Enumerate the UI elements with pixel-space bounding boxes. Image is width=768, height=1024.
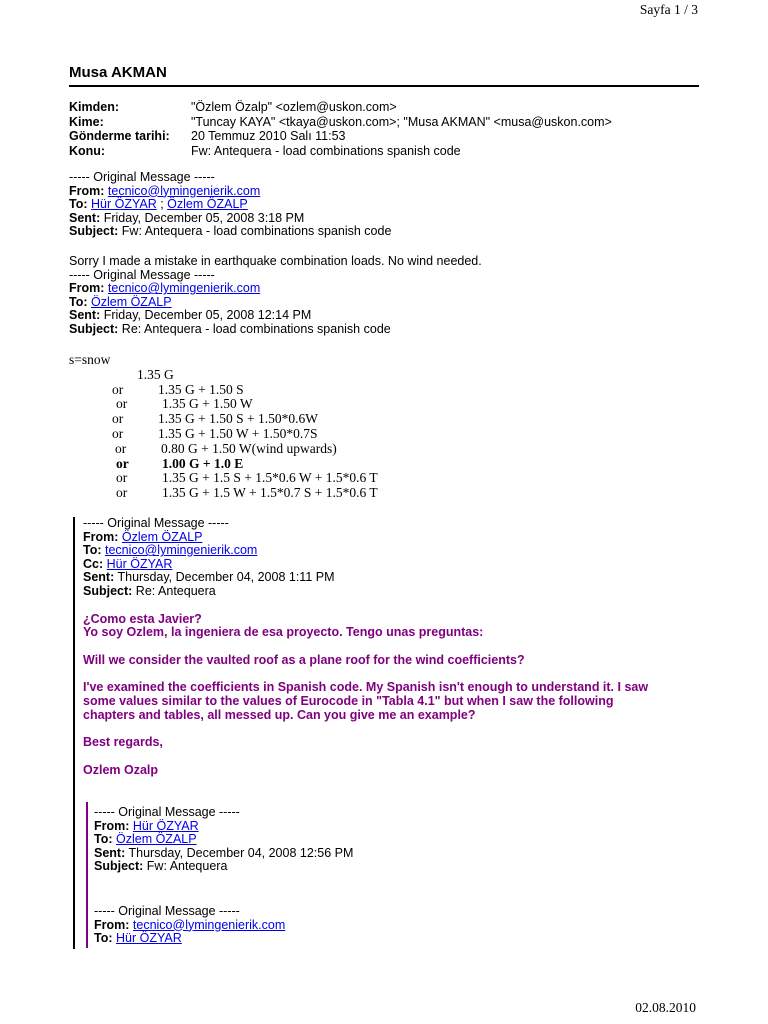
or-label: or xyxy=(112,411,124,427)
subject-value: Re: Antequera - load combinations spanish code xyxy=(121,321,391,336)
header-value: 20 Temmuz 2010 Salı 11:53 xyxy=(191,129,346,143)
sent-label: Sent: xyxy=(94,845,126,860)
sent-label: Sent: xyxy=(69,210,101,225)
or-label: or xyxy=(112,425,124,441)
header-value: "Özlem Özalp" <ozlem@uskon.com> xyxy=(191,100,397,114)
from-label: From: xyxy=(83,529,119,544)
sent-label: Sent: xyxy=(83,570,115,585)
message-sent xyxy=(83,571,648,585)
header-value: "Tuncay KAYA" <tkaya@uskon.com>; "Musa AKMAN" <musa@uskon.com> xyxy=(191,114,612,129)
message-to xyxy=(94,833,353,847)
to-link[interactable]: tecnico@lymingenierik.com xyxy=(105,543,258,558)
to-link[interactable]: Hür ÖZYAR xyxy=(116,931,182,946)
combination-expr: 1.35 G + 1.5 S + 1.5*0.6 W + 1.5*0.6 T xyxy=(162,470,378,486)
from-label: From: xyxy=(94,917,130,932)
body-paragraph-line-2: some values similar to the values of Eurocode in "Tabla 4.1" but when I saw the following xyxy=(83,693,614,708)
message-subject xyxy=(69,323,482,337)
title-divider xyxy=(69,85,699,87)
subject-value: Fw: Antequera - load combinations spanish code xyxy=(121,224,392,239)
to-label: To: xyxy=(94,931,113,946)
message-body: Sorry I made a mistake in earthquake combination loads. No wind needed. xyxy=(69,254,482,268)
from-link[interactable]: Özlem ÖZALP xyxy=(121,529,203,544)
or-label: or xyxy=(115,440,127,456)
to-link[interactable]: Özlem ÖZALP xyxy=(91,294,172,309)
subject-label: Subject: xyxy=(83,583,133,598)
header-row-to xyxy=(69,115,612,130)
load-combinations xyxy=(69,353,378,501)
sent-value: Friday, December 05, 2008 12:14 PM xyxy=(103,308,312,323)
to-label: To: xyxy=(83,543,102,558)
message-sent xyxy=(94,847,353,861)
subject-label: Subject: xyxy=(69,224,119,239)
to-link-2[interactable]: Özlem ÖZALP xyxy=(167,197,248,212)
from-label: From: xyxy=(69,281,105,296)
message-from xyxy=(69,185,391,199)
body-paragraph-line-1: I've examined the coefficients in Spanish code. My Spanish isn't enough to understand it. I saw xyxy=(83,680,649,695)
combination-row xyxy=(69,427,378,442)
message-to xyxy=(83,544,648,558)
header-key: Kime: xyxy=(69,114,104,129)
from-link[interactable]: tecnico@lymingenierik.com xyxy=(107,183,261,198)
snow-definition: s=snow xyxy=(69,352,111,367)
message-from xyxy=(69,282,482,296)
message-divider: ----- Original Message ----- xyxy=(94,805,240,819)
combination-expr: 1.35 G + 1.50 S xyxy=(158,381,244,397)
combination-row xyxy=(69,442,378,457)
combination-row xyxy=(69,397,378,412)
document-header xyxy=(69,64,699,87)
header-row-from xyxy=(69,100,612,115)
combination-row xyxy=(69,486,378,501)
to-label: To: xyxy=(69,294,88,309)
cc-link[interactable]: Hür ÖZYAR xyxy=(106,556,173,571)
message-divider: ----- Original Message ----- xyxy=(69,267,215,282)
combination-expr: 1.35 G + 1.5 W + 1.5*0.7 S + 1.5*0.6 T xyxy=(162,485,378,501)
sent-value: Thursday, December 04, 2008 1:11 PM xyxy=(117,570,335,585)
to-label: To: xyxy=(94,832,113,847)
email-header-table xyxy=(69,100,612,158)
combination-row xyxy=(69,412,378,427)
closing: Best regards, xyxy=(83,735,163,750)
subject-value: Re: Antequera xyxy=(135,583,216,598)
quoted-message-4 xyxy=(86,802,354,948)
print-date: 02.08.2010 xyxy=(635,1000,696,1015)
from-label: From: xyxy=(94,818,130,833)
combination-row xyxy=(69,471,378,486)
combination-expr: 0.80 G + 1.50 W(wind upwards) xyxy=(161,440,337,456)
signature: Ozlem Ozalp xyxy=(83,762,159,777)
header-key: Konu: xyxy=(69,143,106,158)
combination-expr: 1.00 G + 1.0 E xyxy=(162,455,244,471)
subject-label: Subject: xyxy=(69,321,119,336)
or-label: or xyxy=(116,455,129,471)
quoted-content xyxy=(83,517,648,777)
page-title: Musa AKMAN xyxy=(69,64,167,81)
to-link[interactable]: Özlem ÖZALP xyxy=(116,832,197,847)
header-key: Kimden: xyxy=(69,100,119,114)
combination-row xyxy=(69,383,378,398)
header-row-subject xyxy=(69,144,612,159)
message-from xyxy=(94,919,353,933)
from-label: From: xyxy=(69,183,105,198)
page-number: Sayfa 1 / 3 xyxy=(639,2,698,17)
message-subject xyxy=(94,860,353,874)
header-row-date xyxy=(69,129,612,144)
combination-expr: 1.35 G + 1.50 S + 1.50*0.6W xyxy=(158,411,318,427)
subject-label: Subject: xyxy=(94,859,144,874)
to-separator: ; xyxy=(156,197,168,212)
or-label: or xyxy=(116,485,128,501)
message-cc xyxy=(83,558,648,572)
message-to xyxy=(94,932,353,946)
message-to xyxy=(69,198,391,212)
message-divider: ----- Original Message ----- xyxy=(69,170,215,184)
sent-label: Sent: xyxy=(69,308,101,323)
or-label: or xyxy=(112,381,124,397)
message-subject xyxy=(69,225,391,239)
or-label: or xyxy=(116,470,128,486)
header-key: Gönderme tarihi: xyxy=(69,129,170,143)
message-sent xyxy=(69,212,391,226)
forwarded-message-1 xyxy=(69,171,391,239)
from-link[interactable]: tecnico@lymingenierik.com xyxy=(107,281,261,296)
question-paragraph: Will we consider the vaulted roof as a plane roof for the wind coefficients? xyxy=(83,652,525,667)
to-link-1[interactable]: Hür ÖZYAR xyxy=(91,197,157,212)
to-label: To: xyxy=(69,197,88,212)
message-to xyxy=(69,296,482,310)
message-sent xyxy=(69,309,482,323)
greeting-line-2: Yo soy Ozlem, la ingeniera de esa proyecto. Tengo unas preguntas: xyxy=(83,625,484,640)
sent-value: Friday, December 05, 2008 3:18 PM xyxy=(103,210,305,225)
subject-value: Fw: Antequera xyxy=(146,859,228,874)
cc-label: Cc: xyxy=(83,556,104,571)
body-paragraph-line-3: chapters and tables, all messed up. Can you give me an example? xyxy=(83,707,476,722)
from-link[interactable]: Hür ÖZYAR xyxy=(132,818,199,833)
combination-expr: 1.35 G + 1.50 W + 1.50*0.7S xyxy=(158,425,318,441)
message-from xyxy=(83,531,648,545)
combination-row-highlight xyxy=(69,457,378,472)
message-subject xyxy=(83,585,648,599)
from-link[interactable]: tecnico@lymingenierik.com xyxy=(132,917,286,932)
header-value: Fw: Antequera - load combinations spanish code xyxy=(191,143,461,158)
quoted-content xyxy=(94,806,353,946)
message-divider: ----- Original Message ----- xyxy=(83,516,229,530)
forwarded-message-2 xyxy=(69,255,482,337)
message-divider: ----- Original Message ----- xyxy=(94,903,240,918)
greeting-line-1: ¿Como esta Javier? xyxy=(83,611,202,626)
combination-expr: 1.35 G + 1.50 W xyxy=(162,396,253,412)
message-from xyxy=(94,820,353,834)
sent-value: Thursday, December 04, 2008 12:56 PM xyxy=(128,845,354,860)
or-label: or xyxy=(116,396,128,412)
combination-row: 1.35 G xyxy=(137,366,174,382)
